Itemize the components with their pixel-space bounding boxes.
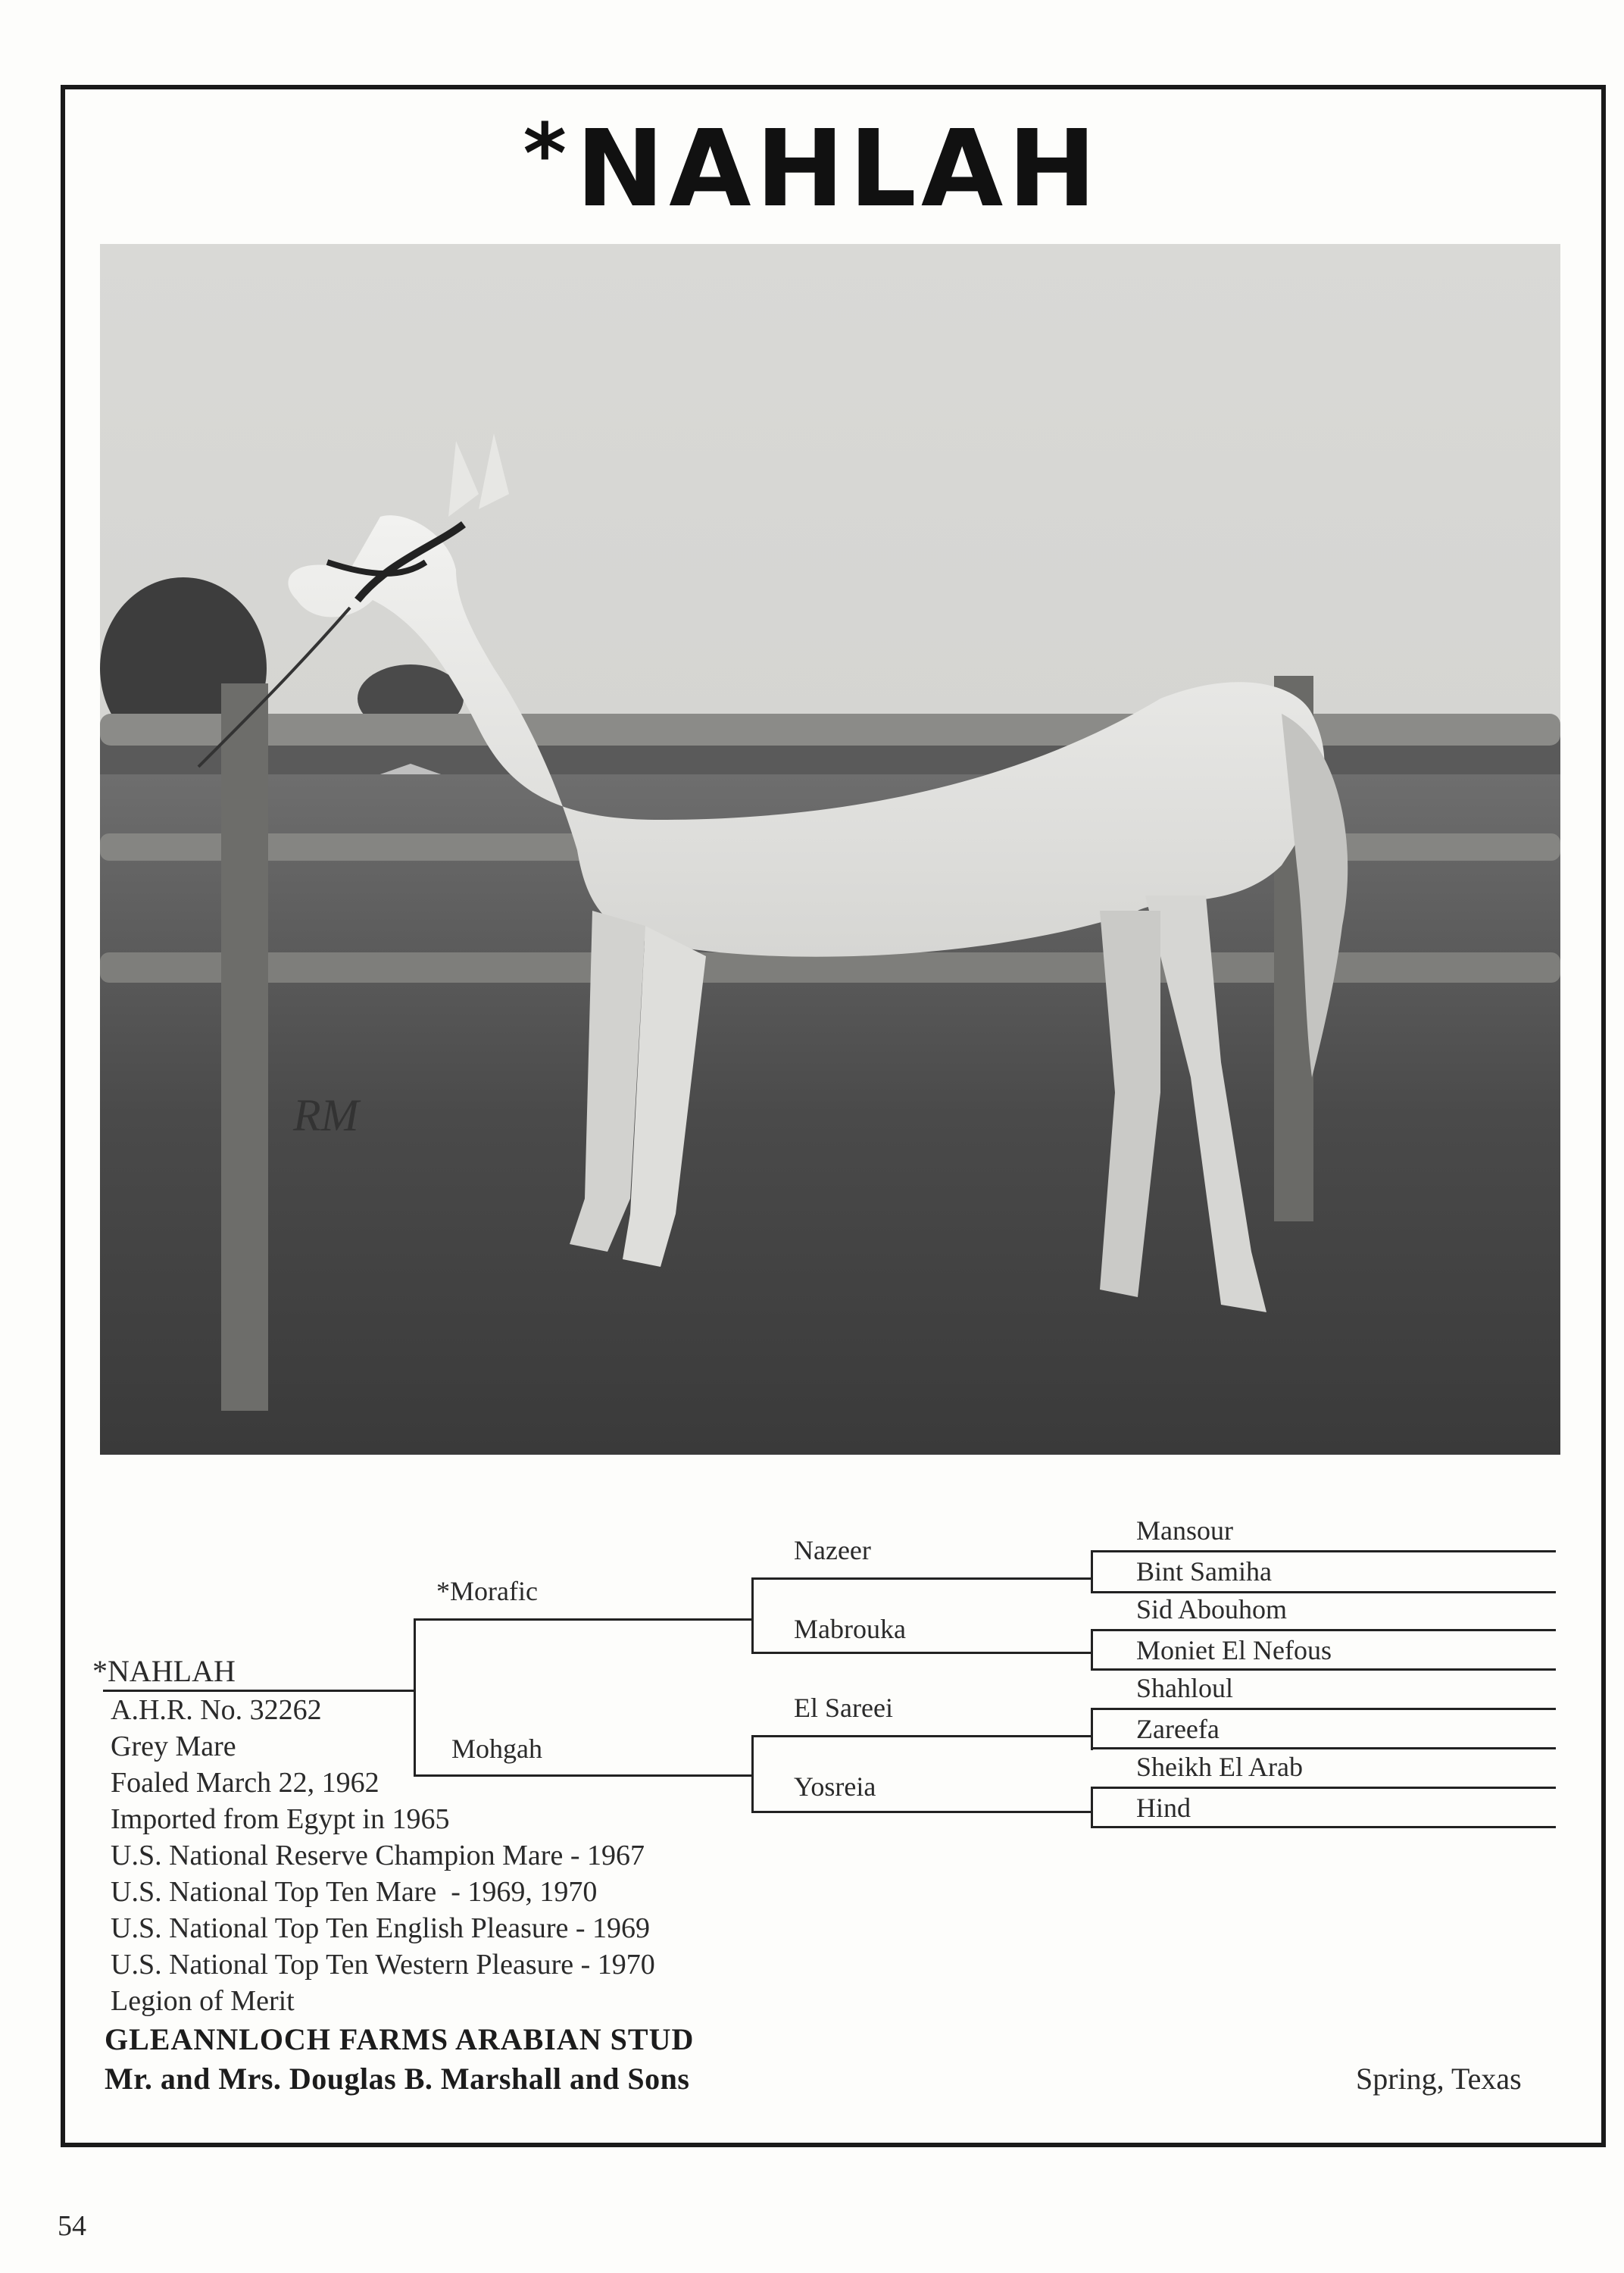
great-grandparent-8: Hind (1136, 1793, 1191, 1823)
pedigree-line (1091, 1708, 1093, 1750)
great-grandparent-7: Sheikh El Arab (1136, 1752, 1303, 1782)
title-asterisk: * (523, 105, 572, 202)
pedigree-line (414, 1774, 753, 1777)
pedigree-line (751, 1735, 1091, 1737)
grandsire-2: El Sareei (794, 1693, 893, 1723)
pedigree-line (1091, 1550, 1556, 1552)
granddam-1: Mabrouka (794, 1614, 906, 1644)
farm-name: GLEANNLOCH FARMS ARABIAN STUD (105, 2022, 695, 2056)
sire-name: *Morafic (436, 1576, 538, 1606)
pedigree-line (414, 1618, 753, 1621)
pedigree-line (1091, 1787, 1556, 1789)
award-item: U.S. National Reserve Champion Mare - 1967 (111, 1840, 645, 1871)
pedigree-line (1091, 1826, 1556, 1828)
award-item: U.S. National Top Ten Mare - 1969, 1970 (111, 1876, 598, 1908)
great-grandparent-2: Bint Samiha (1136, 1556, 1272, 1587)
great-grandparent-3: Sid Abouhom (1136, 1594, 1288, 1624)
granddam-2: Yosreia (794, 1771, 876, 1802)
pedigree-line (751, 1577, 1091, 1580)
great-grandparent-4: Moniet El Nefous (1136, 1635, 1332, 1665)
dam-name: Mohgah (451, 1734, 542, 1764)
great-grandparent-1: Mansour (1136, 1515, 1233, 1546)
foaled-date: Foaled March 22, 1962 (111, 1767, 379, 1799)
horse-name: *NAHLAH (92, 1654, 236, 1688)
registration-number: A.H.R. No. 32262 (111, 1694, 322, 1726)
pedigree-line (1091, 1787, 1093, 1826)
grandsire-1: Nazeer (794, 1535, 871, 1565)
location: Spring, Texas (1356, 2062, 1522, 2096)
great-grandparent-6: Zareefa (1136, 1714, 1220, 1744)
pedigree-line (751, 1811, 1091, 1813)
horse-photo (100, 244, 1560, 1455)
pedigree-line (751, 1577, 754, 1653)
page-number: 54 (58, 2210, 86, 2242)
award-item: U.S. National Top Ten English Pleasure - 1969 (111, 1912, 651, 1944)
pedigree-line (1091, 1668, 1556, 1671)
horse-photo-icon (100, 244, 1560, 1455)
fence-rail (100, 714, 1560, 746)
owners: Mr. and Mrs. Douglas B. Marshall and Sons (105, 2062, 690, 2096)
pedigree-line (1091, 1591, 1556, 1593)
great-grandparent-5: Shahloul (1136, 1673, 1234, 1703)
import-info: Imported from Egypt in 1965 (111, 1803, 450, 1835)
pedigree-line (1091, 1550, 1093, 1593)
pedigree-line (751, 1735, 754, 1811)
color-sex: Grey Mare (111, 1731, 236, 1762)
award-item: U.S. National Top Ten Western Pleasure - 1970 (111, 1949, 655, 1981)
pedigree-line (1091, 1629, 1556, 1631)
fence-rail (100, 952, 1560, 983)
fence-post (221, 683, 268, 1411)
pedigree-line (1091, 1747, 1556, 1749)
pedigree-line (103, 1690, 415, 1692)
award-item: Legion of Merit (111, 1985, 295, 2017)
photographer-signature: RM (293, 1090, 359, 1140)
pedigree-line (1091, 1629, 1093, 1668)
pedigree-line (414, 1618, 416, 1776)
pedigree-line (751, 1652, 1091, 1654)
page-title (0, 105, 1624, 231)
title-text: NAHLAH (576, 108, 1101, 231)
pedigree-line (1091, 1708, 1556, 1710)
